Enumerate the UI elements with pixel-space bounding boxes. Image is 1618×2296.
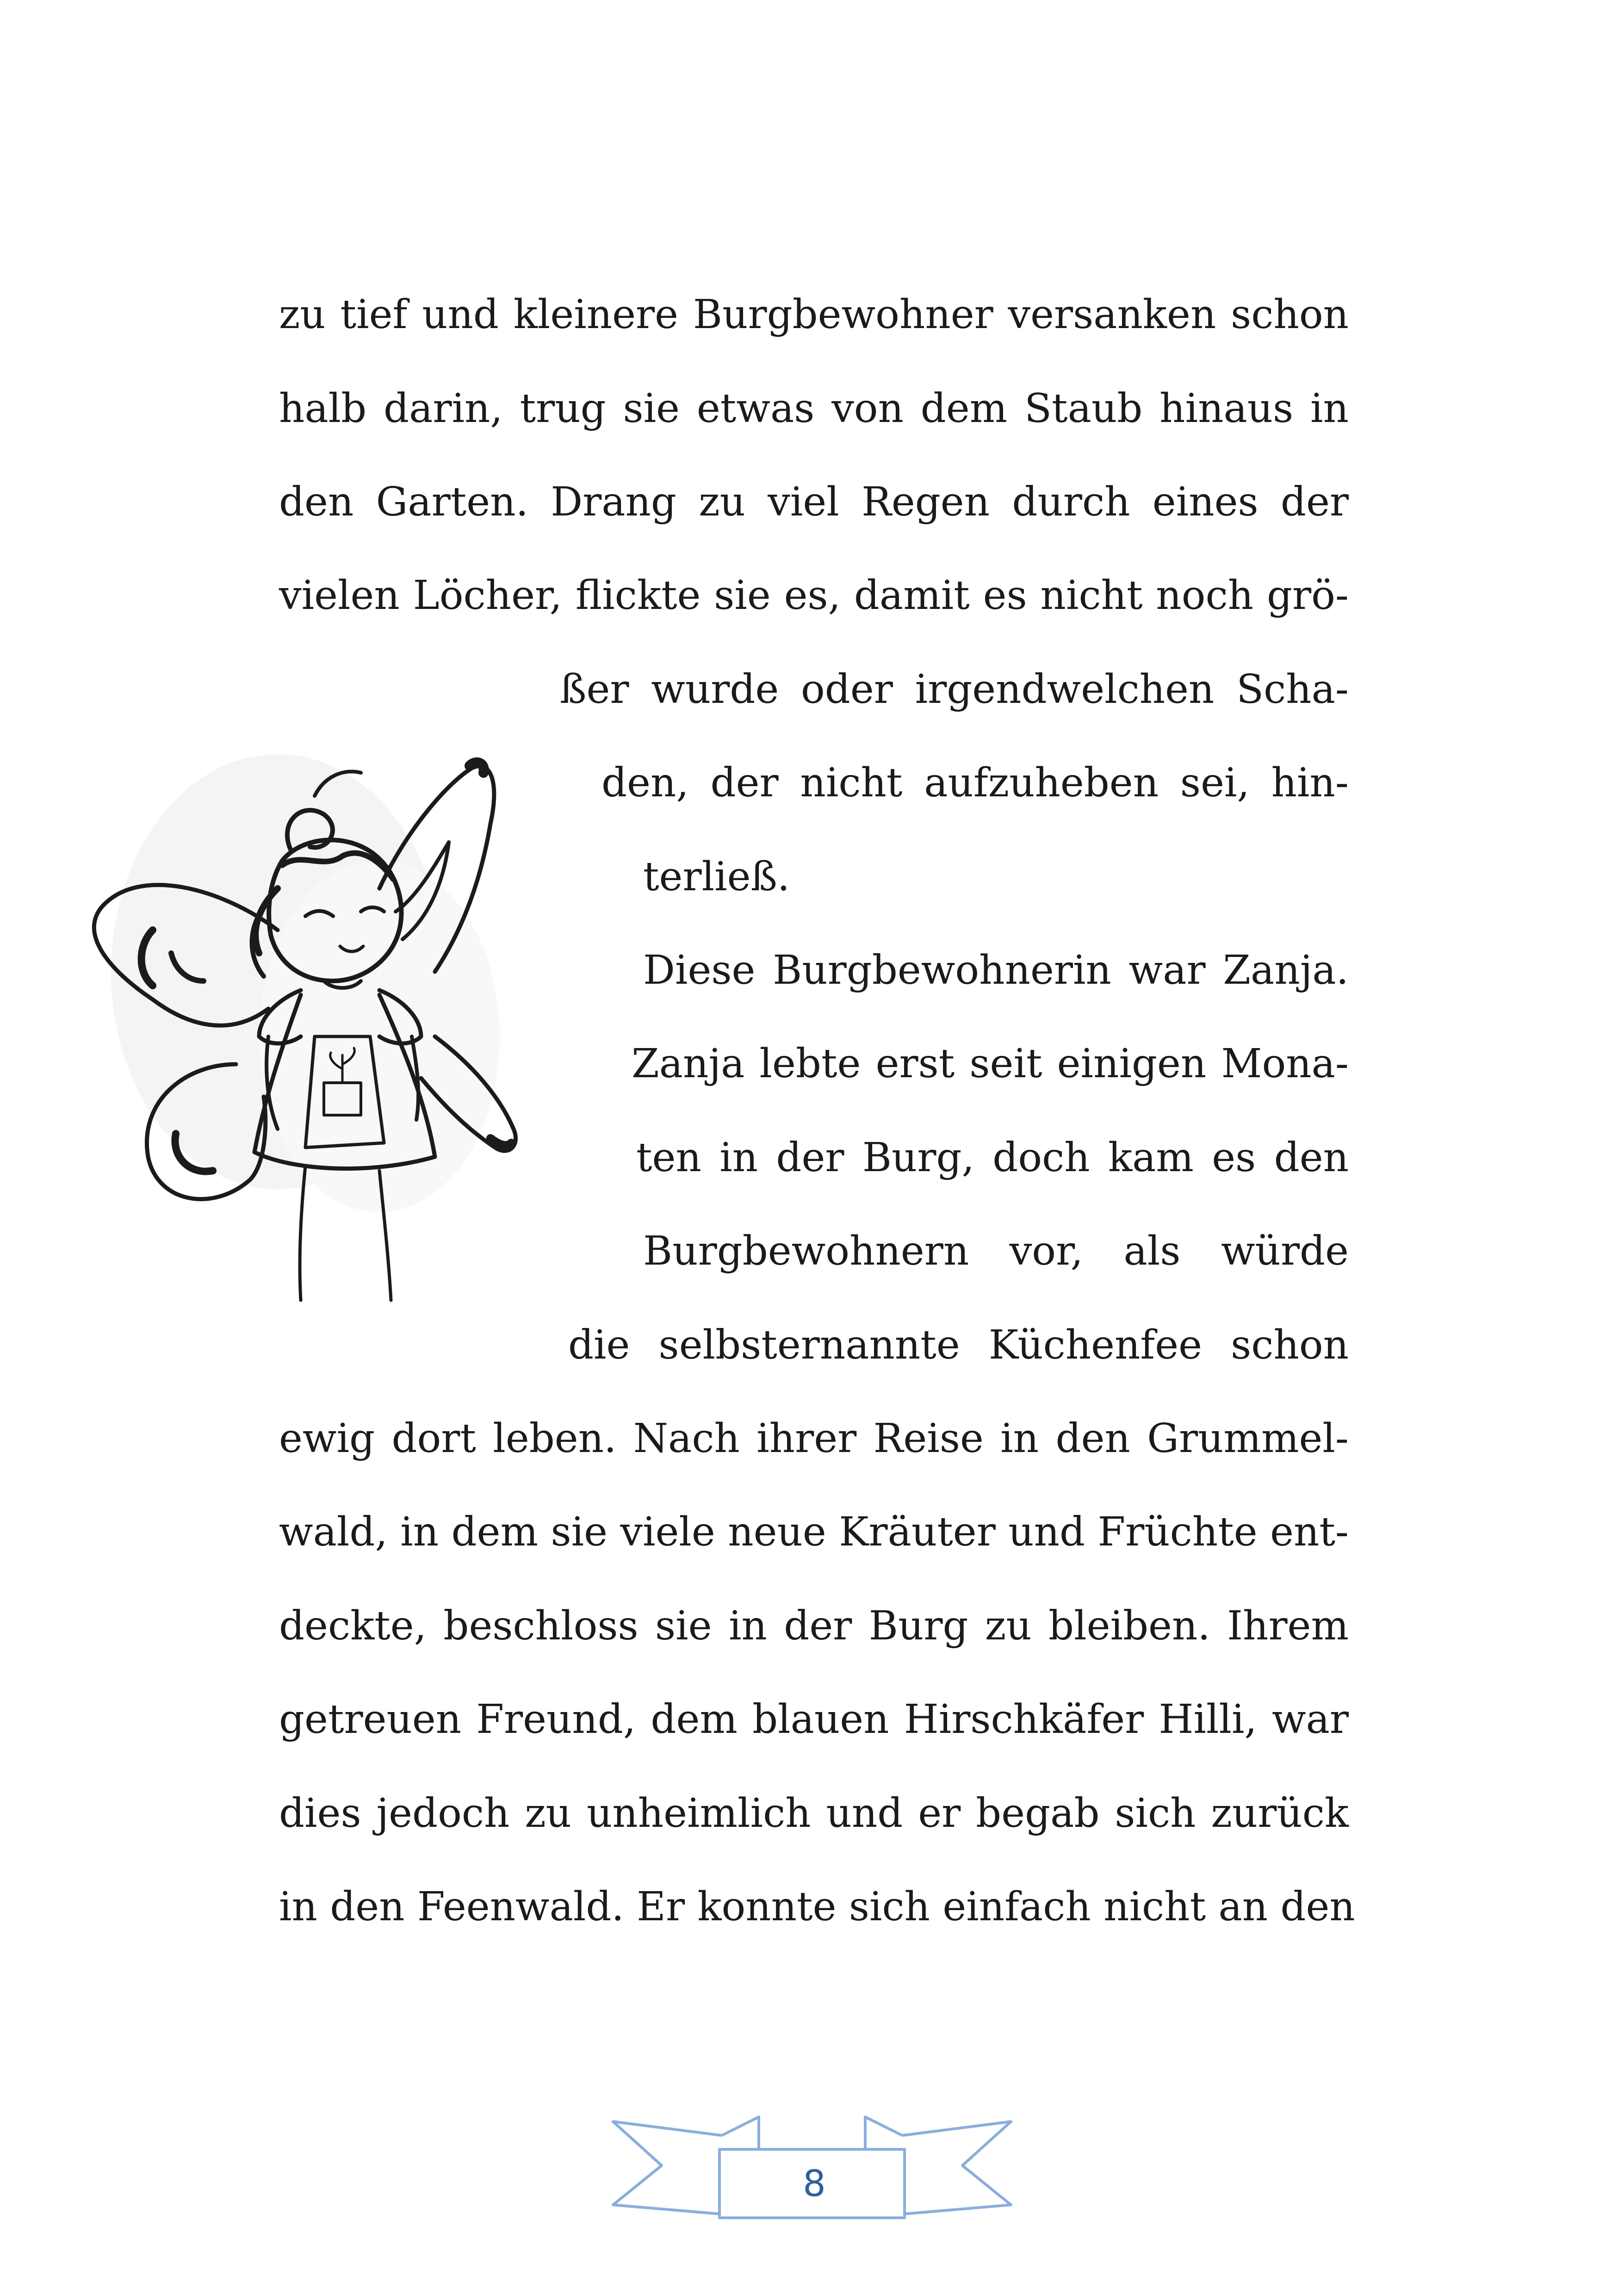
text-line-16: getreuen Freund, dem blauen Hirschkäfer Hilli, war [279, 1696, 1349, 1743]
text-line-10: ten in der Burg, doch kam es den [636, 1135, 1349, 1181]
text-line-11: Burgbewohnern vor, als würde [643, 1228, 1349, 1274]
text-line-1: zu tief und kleinere Burgbewohner versanken schon [279, 292, 1349, 338]
fairy-illustration [83, 713, 546, 1370]
text-line-13: ewig dort leben. Nach ihrer Reise in den Grummel- [279, 1415, 1349, 1462]
text-line-6: den, der nicht aufzuheben sei, hin- [601, 760, 1349, 806]
text-line-12: die selbsternannte Küchenfee schon [568, 1322, 1349, 1368]
text-line-7: terließ. [643, 854, 790, 900]
page-number: 8 [803, 2163, 826, 2205]
text-line-8: Diese Burgbewohnerin war Zanja. [643, 947, 1349, 993]
text-line-17: dies jedoch zu unheimlich und er begab sich zurück [279, 1790, 1349, 1837]
text-line-9: Zanja lebte erst seit einigen Mona- [632, 1041, 1349, 1087]
text-line-2: halb darin, trug sie etwas von dem Staub hinaus in [279, 385, 1349, 432]
text-line-14: wald, in dem sie viele neue Kräuter und Früchte ent- [279, 1509, 1349, 1555]
text-line-15: deckte, beschloss sie in der Burg zu bleiben. Ihrem [279, 1603, 1349, 1649]
text-line-5: ßer wurde oder irgendwelchen Scha- [560, 666, 1349, 713]
text-line-18: in den Feenwald. Er konnte sich einfach nicht an den [279, 1884, 1355, 1930]
text-line-4: vielen Löcher, flickte sie es, damit es nicht noch grö- [279, 572, 1349, 619]
text-line-3: den Garten. Drang zu viel Regen durch eines der [279, 479, 1349, 525]
